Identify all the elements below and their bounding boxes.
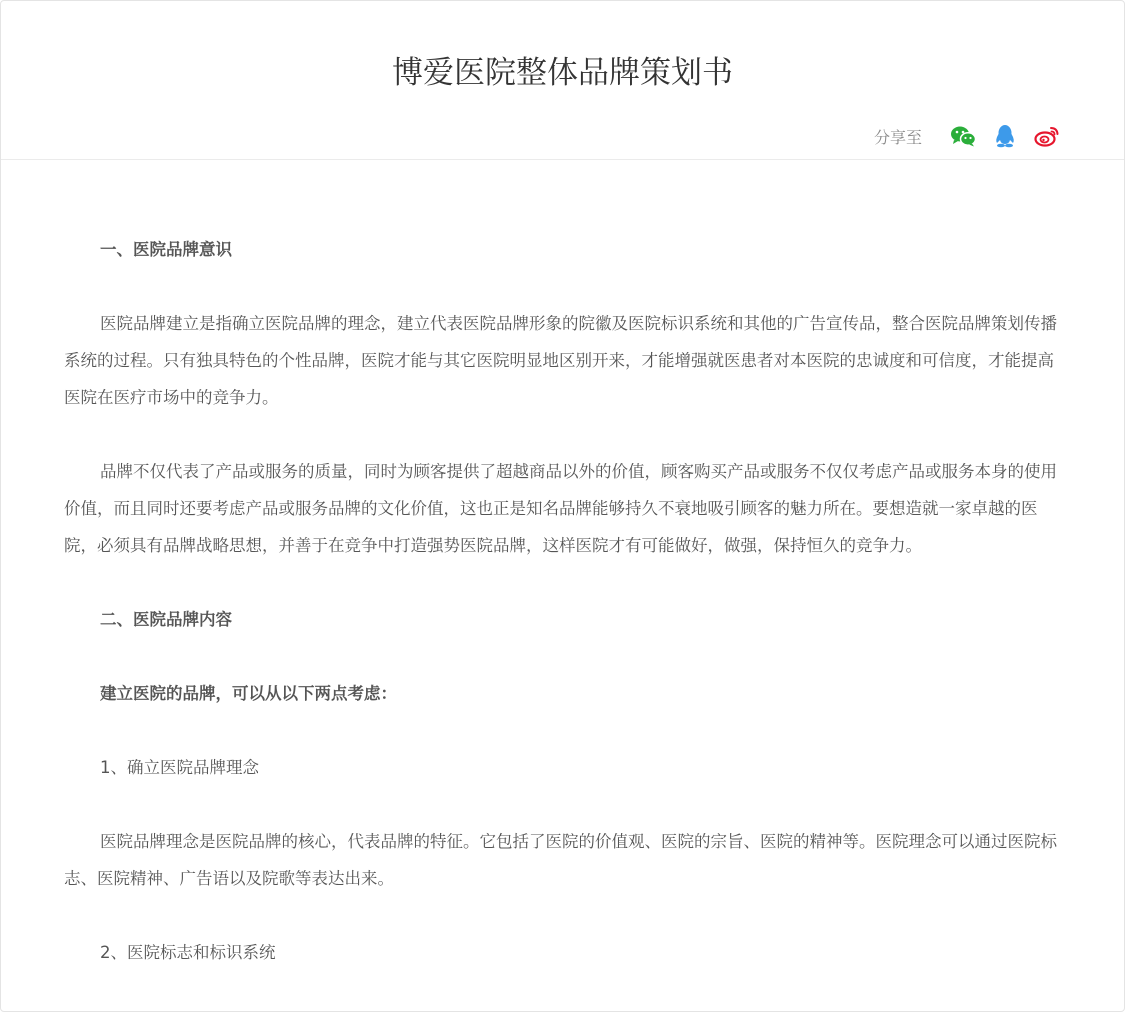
weibo-icon[interactable]: [1032, 121, 1062, 151]
list-item: 1、确立医院品牌理念: [100, 758, 259, 777]
share-bar: [874, 121, 1062, 151]
article-header: [1, 1, 1124, 160]
sub-heading: 建立医院的品牌，可以从以下两点考虑：: [100, 684, 397, 703]
share-label: 分享至: [873, 127, 922, 147]
paragraph: 品牌不仅代表了产品或服务的质量，同时为顾客提供了超越商品以外的价值，顾客购买产品或服务不仅仅考虑产品或服务本身的使用价值，而且同时还要考虑产品或服务品牌的文化价值，这也正是知名品牌能够持久不衰地吸引顾客的魅力所在。要想造就一家卓越的医院，必须具有品牌战略思想，并善于在竞争中打造强势医院品牌，这样医院才有可能做好，做强，保持恒久的竞争力。: [64, 462, 1057, 555]
section-heading: 一、医院品牌意识: [100, 240, 232, 259]
wechat-icon[interactable]: [948, 121, 978, 151]
qq-icon[interactable]: [990, 121, 1020, 151]
section-heading: 二、医院品牌内容: [100, 610, 232, 629]
paragraph: 医院品牌建立是指确立医院品牌的理念，建立代表医院品牌形象的院徽及医院标识系统和其他的广告宣传品，整合医院品牌策划传播系统的过程。只有独具特色的个性品牌，医院才能与其它医院明显地区别开来，才能增强就医患者对本医院的忠诚度和可信度，才能提高医院在医疗市场中的竞争力。: [64, 314, 1057, 407]
list-item: 2、医院标志和标识系统: [100, 943, 276, 962]
article-body: [64, 231, 1064, 971]
paragraph: 医院品牌理念是医院品牌的核心，代表品牌的特征。它包括了医院的价值观、医院的宗旨、医院的精神等。医院理念可以通过医院标志、医院精神、广告语以及院歌等表达出来。: [64, 832, 1057, 888]
page-title: 博爱医院整体品牌策划书: [392, 55, 733, 91]
